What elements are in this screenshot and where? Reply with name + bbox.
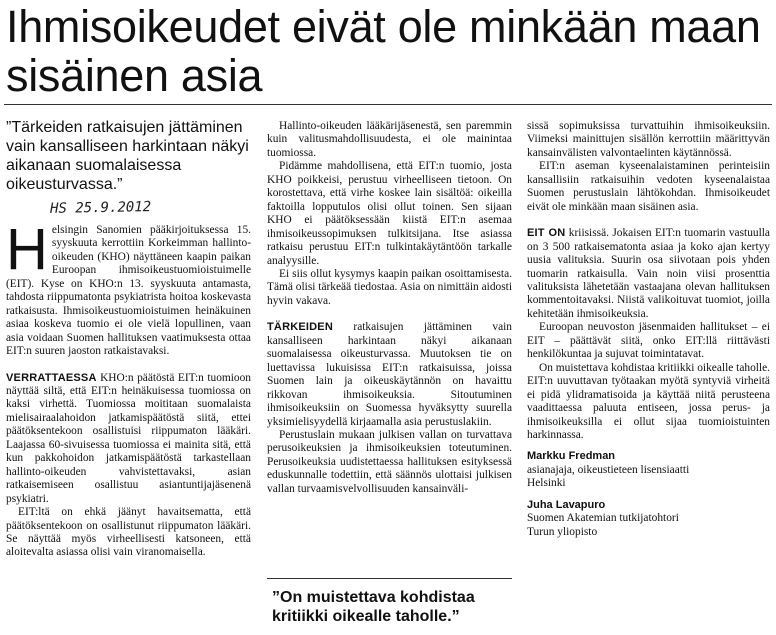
paragraph: TÄRKEIDEN ratkaisujen jättäminen vain kansalliseen harkintaan näkyi aikanaan suomalaisessa oikeusturvassa. Muutoksen tie on luettavissa lukuisissa EIT:n ratkaisuissa, joissa Suomen lain ja oikeuskäytännön on havaittu rikkovan ihmisoikeuksia. Sitoutuminen ihmisoikeuksiin on Suomessa hyväksytty suurella yksimielisyydellä kirjaamalla asia perustuslakiin. — [267, 321, 512, 428]
author-city: Helsinki — [527, 477, 566, 490]
lead-word: VERRATTAESSA — [6, 371, 97, 384]
lead-word: EIT ON — [527, 227, 566, 240]
column-2 — [267, 120, 512, 496]
author-signature-1 — [527, 450, 770, 490]
paragraph: VERRATTAESSA KHO:n päätöstä EIT:n tuomioon näyttää siltä, että EIT:n heinäkuisessa tuomiossa on kaksi virhettä. Tuomiossa moititaan suomalaista mielisairaalahoidon jatkamispäätöstä siitä, ettei päätöksentekoon osallistuisi riippumaton lääkäri. Laajassa 60-sivuisessa tuomiossa ei mainita sitä, että kun pakkohoidon jatkamispäätöstä tarkastellaan hallinto-oikeuden vahvistettavaksi, asian ratkaisemiseen osallistuu asiantuntijajäsenenä psykiatri. — [6, 371, 251, 505]
handwritten-date: HS 25.9.2012 — [49, 199, 152, 217]
paragraph: Ei siis ollut kysymys kaapin paikan osoittamisesta. Tämä olisi tärkeää tiedostaa. Asia on nimittäin aidosti hyvin vakava. — [267, 267, 512, 307]
quote-rule — [267, 578, 512, 579]
author-name: Markku Fredman — [527, 450, 616, 463]
paragraph: sissä sopimuksissa turvattuihin ihmisoikeuksiin. Viimeksi mainittujen sisällön kerrottiin määrittyvän kansainvälisten valvontaelinten käytännössä. — [527, 120, 770, 159]
author-title: Suomen Akatemian tutkijatohtori — [527, 512, 679, 525]
author-city: Turun yliopisto — [527, 525, 598, 538]
headline-rule — [4, 104, 772, 105]
article-headline: Ihmisoikeudet eivät ole minkään maan sisäinen asia — [6, 1, 761, 101]
column-1 — [6, 118, 251, 560]
lead-word: TÄRKEIDEN — [267, 321, 333, 334]
paragraph: Perustuslain mukaan julkisen vallan on turvattava perusoikeuksien ja ihmisoikeuksien toteutuminen. Perusoikeuksia uudistettaessa hallituksen esityksessä eduskunnalle todettiin, että säännös ulottaisi julkisen vallan turvaamisvelvollisuuden kansainväli- — [267, 428, 512, 495]
paragraph: Pidämme mahdollisena, että EIT:n tuomio, josta KHO poikkeisi, perustuu virheelliseen tietoon. On korostettava, että virhe koskee lain sisältöä: oikeilla faktoilla lopputulos olisi ollut toinen. Sen sijaan KHO ei päätöksessään kiistä EIT:n asemaa ihmisoikeussopimuksen tulkitsijana. Itse asiassa ratkaisu perustuu EIT:n tulkintakäytäntöön tarkalle analyysille. — [267, 160, 512, 267]
author-signature-2 — [527, 499, 770, 539]
author-name: Juha Lavapuro — [527, 498, 606, 511]
pull-quote-bottom: ”On muistettava kohdistaa kritiikki oikealle taholle.” — [272, 589, 475, 625]
intro-paragraph: Helsingin Sanomien pääkirjoituksessa 15. syyskuuta kerrottiin Korkeimman hallinto-oikeuden (KHO) näyttäneen kaapin paikan Euroopan ihmisoikeustuomioistuimelle (EIT). Kyse on KHO:n 13. syyskuuta antamasta, tahdosta riippumatonta psykiatrista hoitoa koskevasta ratkaisusta. Ihmisoikeustuomioistuimen heinäkuinen asiaa koskeva tuomio ei ole vielä lopullinen, vaan asia voidaan Suomen hallituksen vaatimuksesta ottaa EIT:n suuren jaoston ratkaistavaksi. — [6, 217, 251, 358]
paragraph: EIT:n aseman kyseenalaistaminen perinteisiin kansallisiin ratkaisuihin vedoten kyseenalaistaa Suomen perustuslain lähtökohdan. Ihmisoikeudet eivät ole minkään maan sisäinen asia. — [527, 160, 770, 213]
pull-quote-top: ”Tärkeiden ratkaisujen jättäminen vain kansalliseen harkintaan näkyi aikanaan suomalaisessa oikeusturvassa.” — [6, 119, 249, 193]
column-3 — [527, 120, 770, 539]
paragraph: On muistettava kohdistaa kritiikki oikealle taholle. EIT:n uuvuttavan työtaakan myötä syntyviä virheitä ei pidä ylidramatisoida ja käyttää niitä perusteena vaadittaessa paluuta entiseen, jossa perus- ja ihmisoikeuksilla ei ollut sijaa tuomioistuinten harkinnassa. — [527, 361, 770, 441]
drop-cap: H — [6, 217, 48, 282]
paragraph: EIT:ltä on ehkä jäänyt havaitsematta, että päätöksentekoon on osallistunut riippumaton lääkäri. Se näyttää myös virheellisesti katsoneen, että aloitevalta asiassa olisi vain viranomaisella. — [6, 506, 251, 559]
author-title: asianajaja, oikeustieteen lisensiaatti — [527, 463, 690, 476]
paragraph: Euroopan neuvoston jäsenmaiden hallitukset – ei EIT – päättävät siitä, onko EIT:llä riittävästi henkilökuntaa ja sujuvat toimintatavat. — [527, 321, 770, 361]
paragraph: EIT ON kriisissä. Jokaisen EIT:n tuomarin vastuulla on 3 500 ratkaisematonta asiaa ja koko ajan kertyy uusia valituksia. Suurin osa siivotaan pois yhden tuomarin ratkaisulla. Vain noin viisi prosenttia valituksista lähetetään vastaajana olevan hallituksen kommentoitavaksi. Niistä valikoituvat tuomiot, joilla kehitetään ihmisoikeuksia. — [527, 227, 770, 320]
paragraph: Hallinto-oikeuden lääkärijäsenestä, sen paremmin kuin valitusmahdollisuudesta, ei ole mainintaa tuomiossa. — [267, 120, 512, 159]
